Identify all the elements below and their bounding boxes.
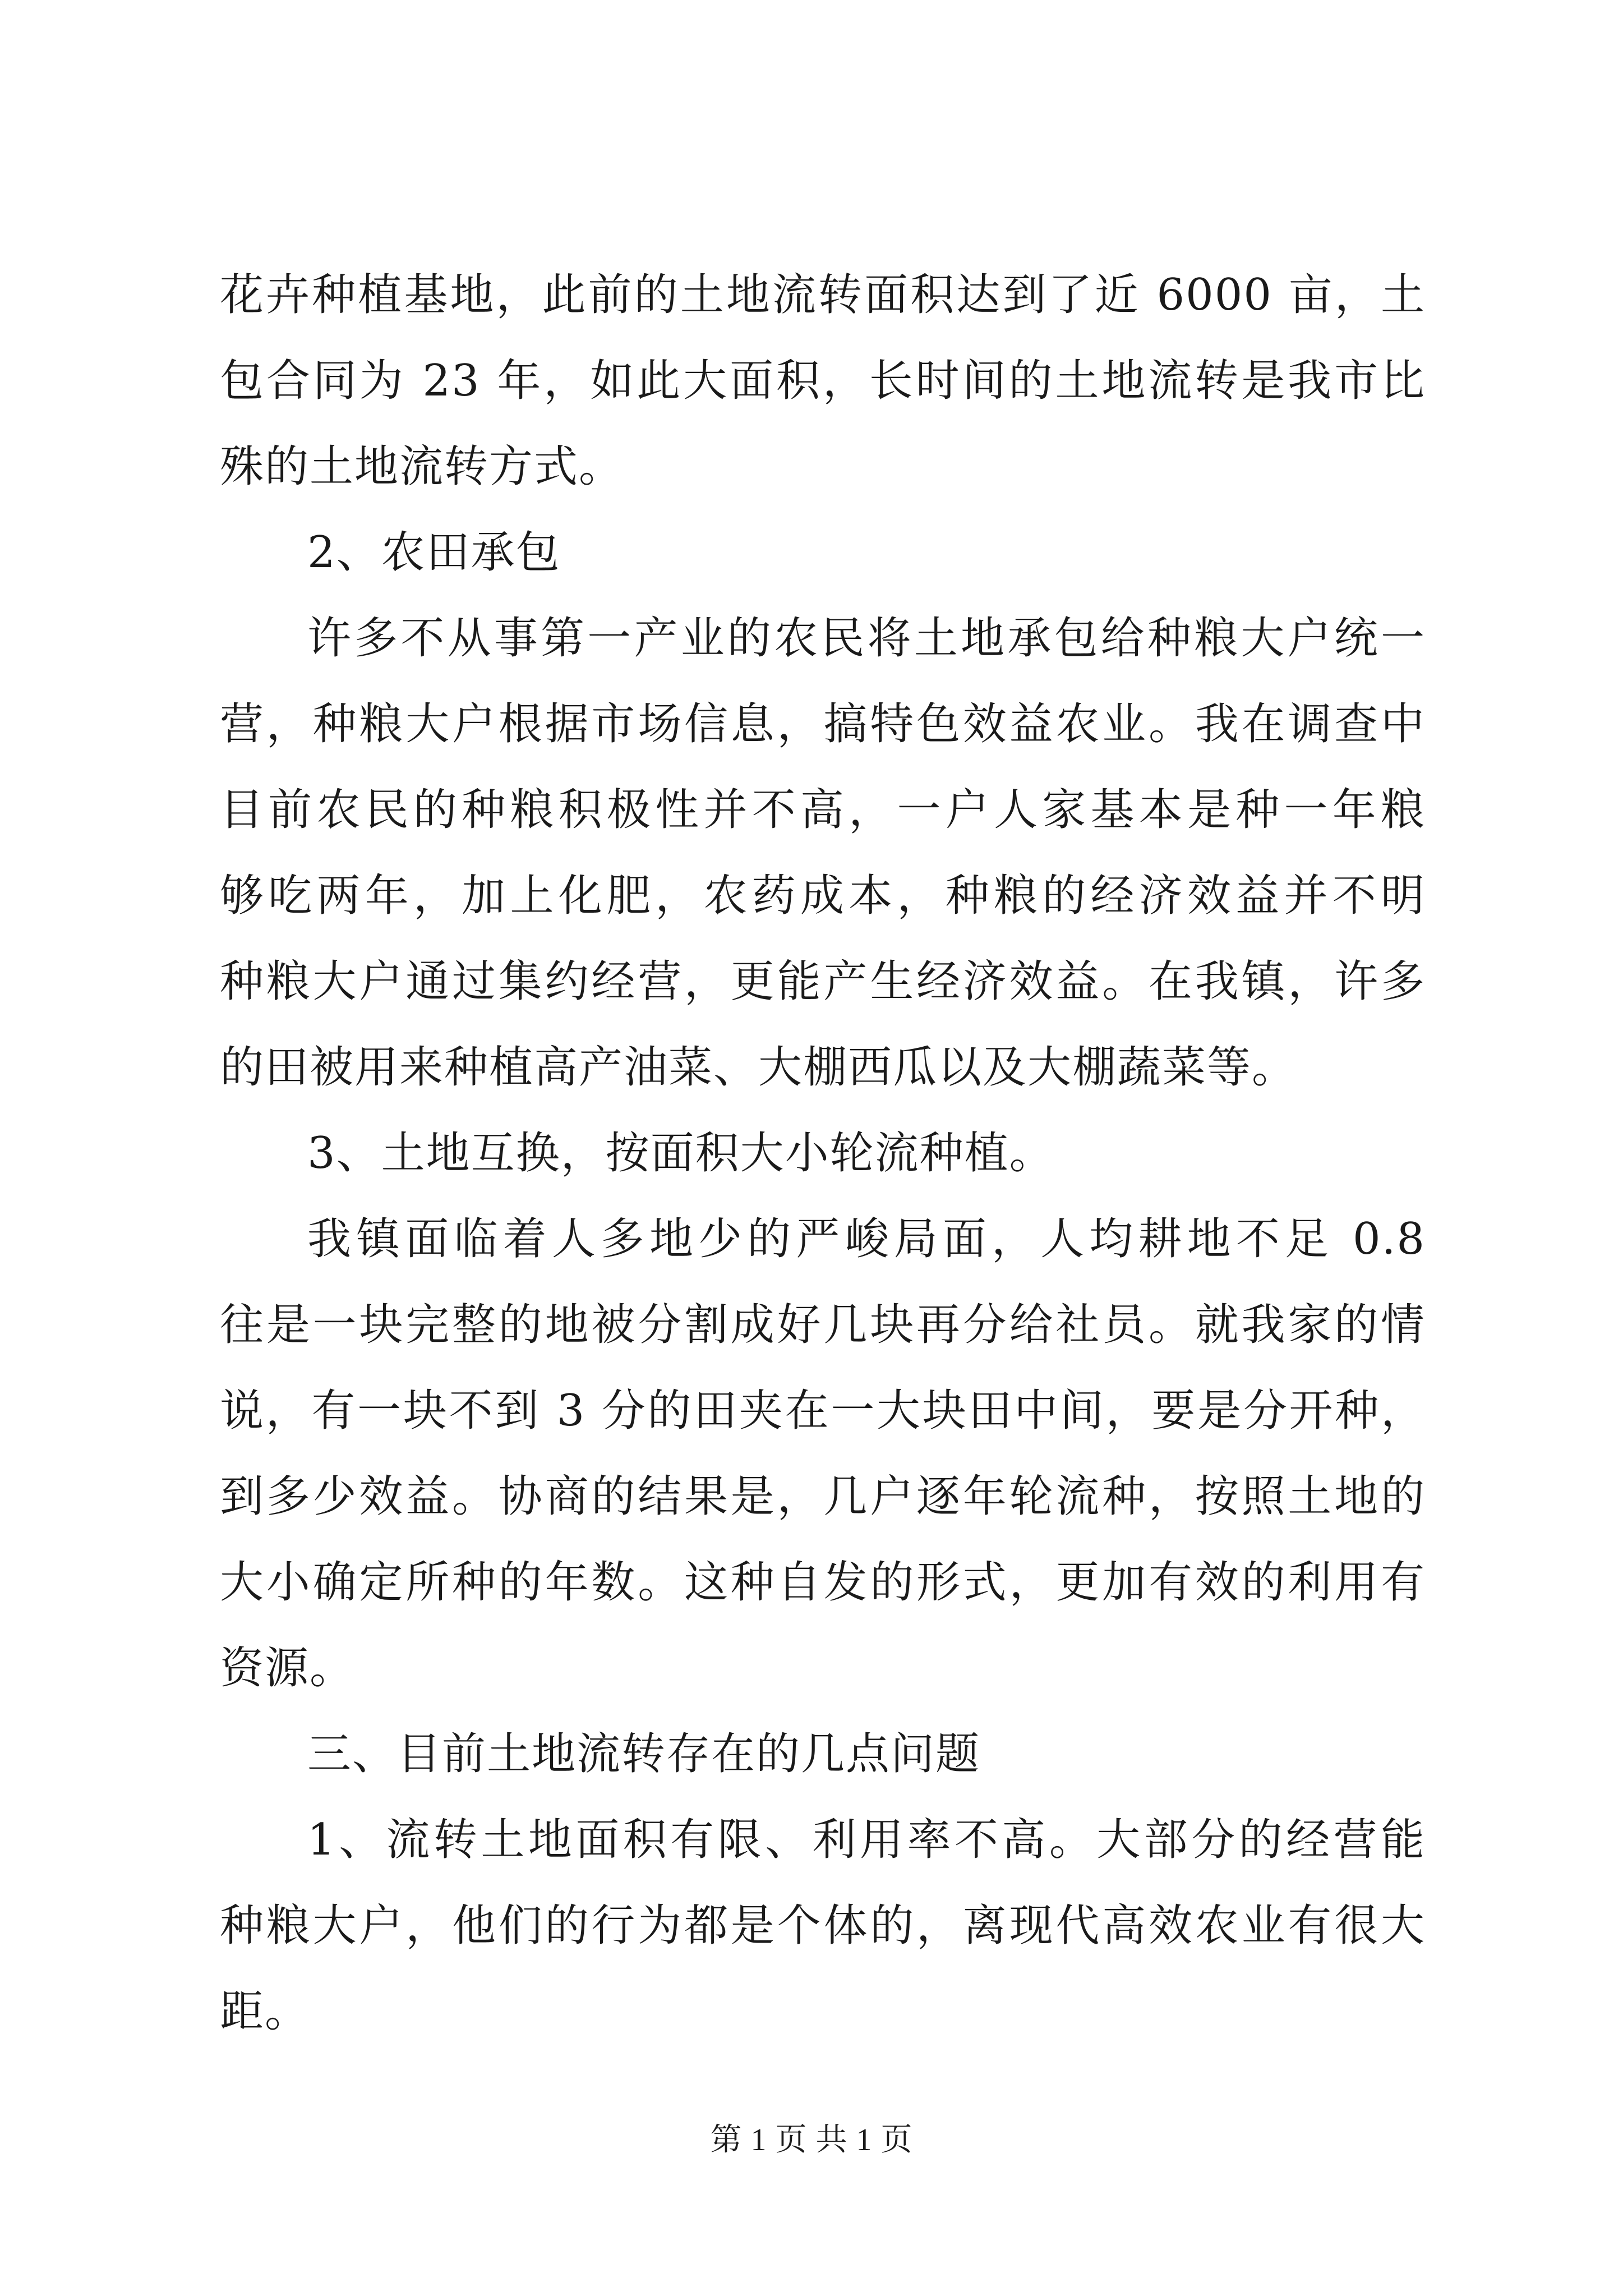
text-line: 殊的土地流转方式。	[220, 441, 624, 492]
document-body	[220, 252, 1426, 2055]
text-line: 包合同为 23 年，如此大面积，长时间的土地流转是我市比	[220, 356, 1426, 406]
section-heading: 2、农田承包	[307, 527, 561, 578]
section-heading: 三、目前土地流转存在的几点问题	[307, 1729, 981, 1779]
section-heading: 3、土地互换，按面积大小轮流种植。	[307, 1128, 1054, 1179]
text-line: 资源。	[220, 1643, 355, 1694]
page-number-footer: 第 1 页 共 1 页	[710, 2123, 913, 2157]
text-line: 往是一块完整的地被分割成好几块再分给社员。就我家的情	[220, 1300, 1426, 1350]
paragraph-first-line: 许多不从事第一产业的农民将土地承包给种粮大户统一	[307, 613, 1426, 664]
text-line: 距。	[220, 1986, 310, 2037]
text-line: 够吃两年，加上化肥，农药成本，种粮的经济效益并不明	[220, 871, 1426, 921]
text-line: 花卉种植基地，此前的土地流转面积达到了近 6000 亩，土	[220, 270, 1426, 320]
text-line: 目前农民的种粮积极性并不高，一户人家基本是种一年粮	[220, 785, 1426, 835]
text-line: 营，种粮大户根据市场信息，搞特色效益农业。我在调查中	[220, 699, 1426, 749]
paragraph-first-line: 我镇面临着人多地少的严峻局面，人均耕地不足 0.8	[307, 1214, 1426, 1264]
text-line: 大小确定所种的年数。这种自发的形式，更加有效的利用有	[220, 1557, 1426, 1608]
paragraph-first-line: 1、流转土地面积有限、利用率不高。大部分的经营能	[307, 1815, 1426, 1865]
text-line: 说，有一块不到 3 分的田夹在一大块田中间，要是分开种，	[220, 1386, 1426, 1436]
text-line: 种粮大户，他们的行为都是个体的，离现代高效农业有很大	[220, 1901, 1426, 1951]
text-line: 的田被用来种植高产油菜、大棚西瓜以及大棚蔬菜等。	[220, 1042, 1297, 1093]
text-line: 到多少效益。协商的结果是，几户逐年轮流种，按照土地的	[220, 1471, 1426, 1522]
text-line: 种粮大户通过集约经营，更能产生经济效益。在我镇，许多	[220, 956, 1426, 1007]
